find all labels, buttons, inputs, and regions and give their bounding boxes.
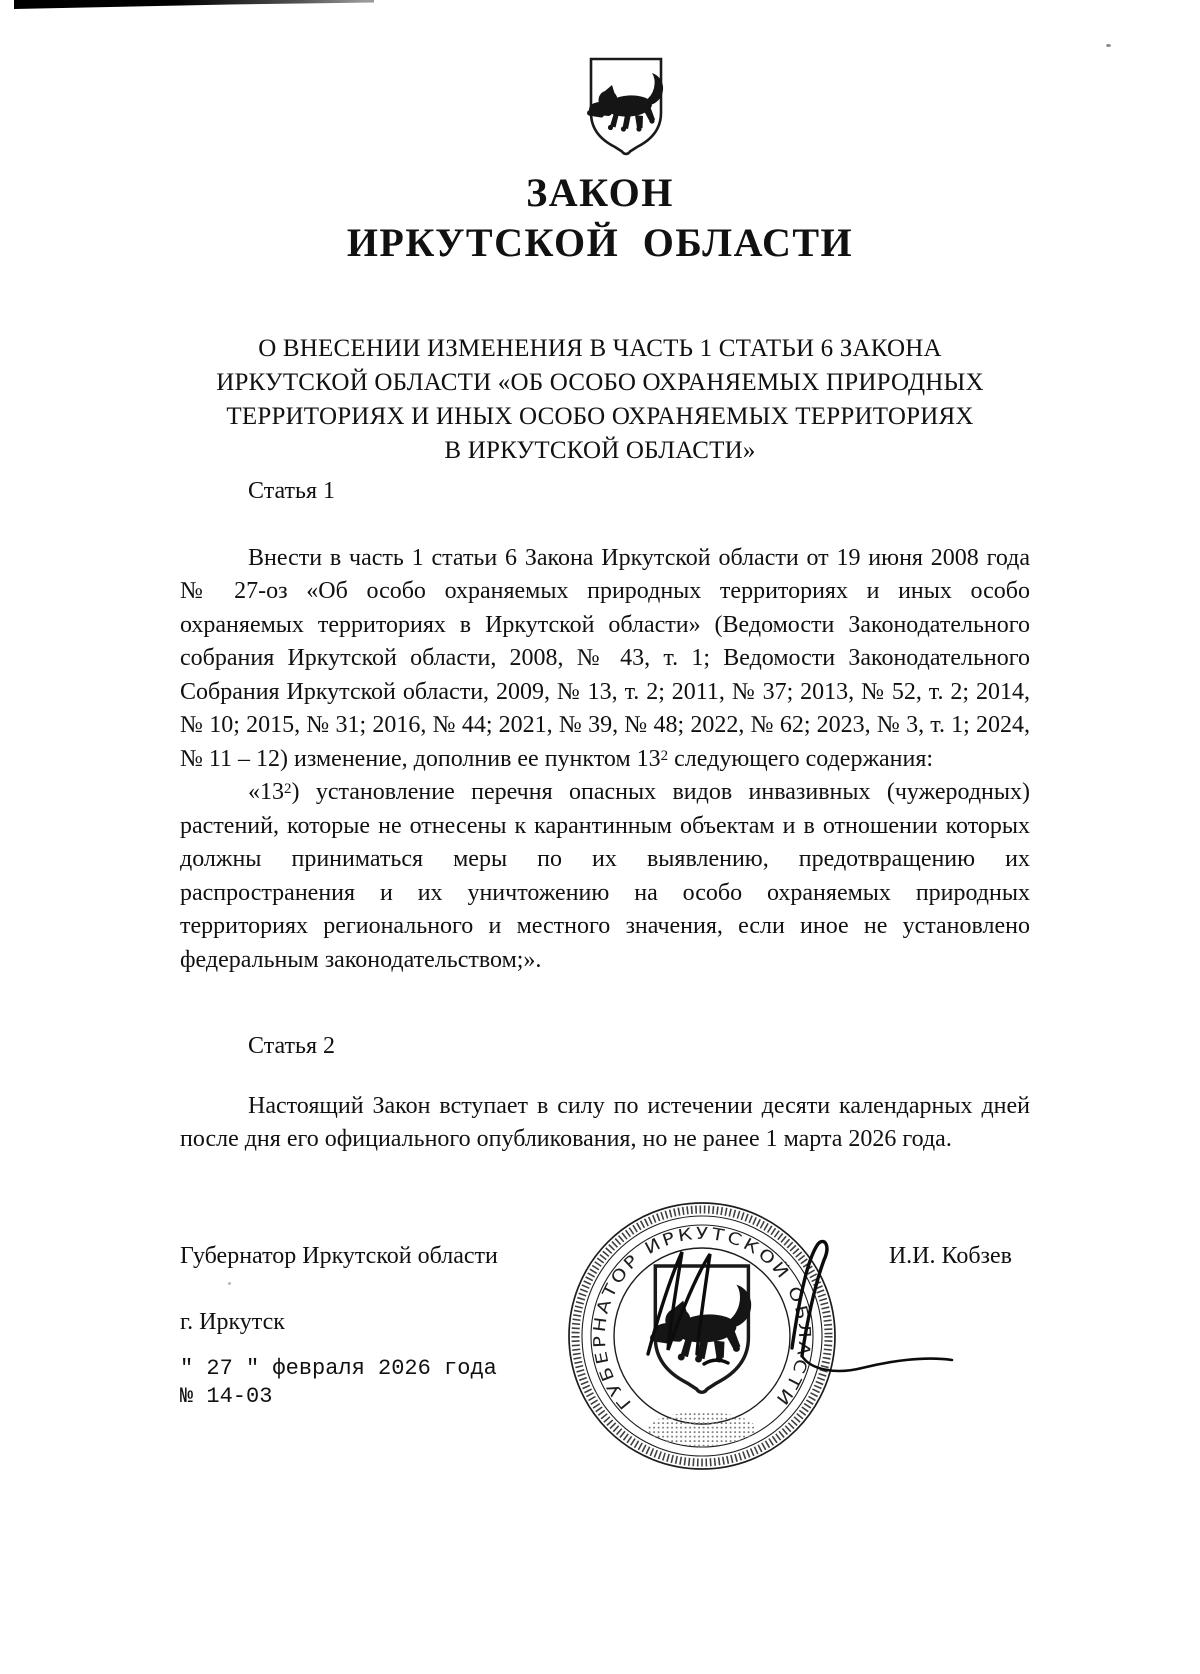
seal-smudge (648, 1412, 756, 1446)
article-2-label: Статья 2 (248, 1033, 335, 1059)
document-number-line: № 14-03 (180, 1383, 273, 1409)
article-1-paragraph-1-text: Внести в часть 1 статьи 6 Закона Иркутской области от 19 июня 2008 года № 27-оз «Об особо охраняемых природных территориях и иных особо охраняемых территориях в Иркутской области» (Ведомости Законодательного собрания Иркутской области, 2008, № 43, т. 1; Ведомости Законодательного Собрания Иркутской области, 2009, № 13, т. 2; 2011, № 37; 2013, № 52, т. 2; 2014, № 10; 2015, № 31; 2016, № 44; 2021, № 39, № 48; 2022, № 62; 2023, № 3, т. 1; 2024, № 11 – 12) изменение, дополнив ее пунктом 13 (180, 544, 1030, 772)
article-1-paragraph-2 (180, 776, 1030, 977)
subject-heading (150, 332, 1050, 468)
title-line-zakon: ЗАКОН (526, 170, 674, 215)
governor-signature (618, 1236, 958, 1391)
date-line: " 27 " февраля 2026 года (180, 1355, 497, 1381)
seal-ring-text: ГУБЕРНАТОР ИРКУТСКОЙ ОБЛАСТИ (589, 1223, 815, 1413)
scan-speck (1106, 44, 1111, 47)
article-1-paragraph-1-tail: следующего содержания: (668, 745, 934, 772)
article-2-paragraph: Настоящий Закон вступает в силу по истечении десяти календарных дней после дня его официального опубликования, но не ранее 1 марта 2026 года. (180, 1092, 1030, 1152)
article-1-paragraph-1 (180, 542, 1030, 777)
subject-line: ТЕРРИТОРИЯХ И ИНЫХ ОСОБО ОХРАНЯЕМЫХ ТЕРРИТОРИЯХ (226, 403, 974, 430)
signer-position: Губернатор Иркутской области (180, 1242, 498, 1269)
title-line-region: ИРКУТСКОЙ ОБЛАСТИ (346, 220, 854, 265)
irkutsk-coat-of-arms-icon (584, 56, 668, 156)
city-line: г. Иркутск (180, 1309, 285, 1335)
subject-line: ИРКУТСКОЙ ОБЛАСТИ «ОБ ОСОБО ОХРАНЯЕМЫХ ПРИРОДНЫХ (216, 369, 984, 396)
signer-name: И.И. Кобзев (888, 1242, 1012, 1269)
document-title (0, 168, 1200, 268)
superscript-2: 2 (660, 747, 669, 764)
article-1-label: Статья 1 (248, 478, 335, 504)
quoted-point-text: ) установление перечня опасных видов инвазивных (чужеродных) растений, которые не отнесены к карантинным объектам и в отношении которых должны приниматься меры по их выявлению, предотвращению их распространения и их уничтожению на особо охраняемых природных территориях регионального и местного значения, если иное не установлено федеральным законодательством;». (180, 779, 1030, 973)
subject-line: В ИРКУТСКОЙ ОБЛАСТИ» (444, 437, 756, 464)
scan-artifact-streak (14, 0, 374, 9)
quoted-point-open: «13 (248, 779, 284, 805)
superscript-2: 2 (284, 781, 292, 797)
subject-line: О ВНЕСЕНИИ ИЗМЕНЕНИЯ В ЧАСТЬ 1 СТАТЬИ 6 ЗАКОНА (258, 335, 942, 362)
